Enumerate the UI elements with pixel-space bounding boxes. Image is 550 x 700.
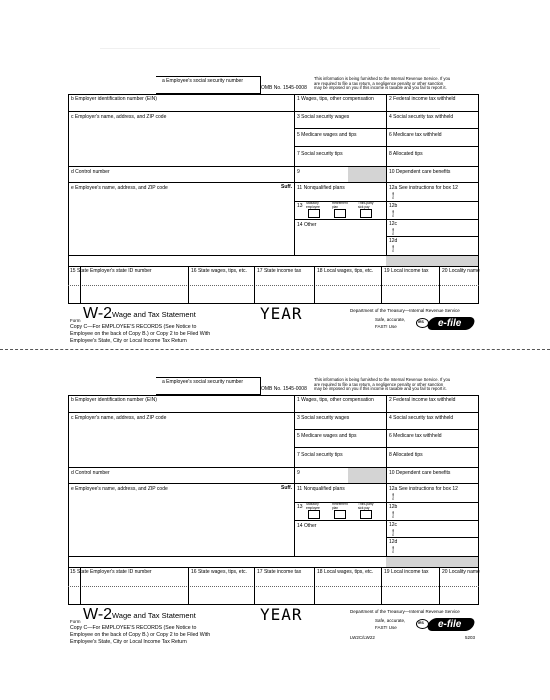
shaded-row-bottom	[386, 255, 478, 266]
w2-title: W-2	[83, 606, 113, 623]
box2-label: 2 Federal income tax withheld	[389, 96, 456, 102]
omb-number: OMB No. 1545-0008	[261, 85, 307, 91]
box9-label: 9	[297, 470, 300, 476]
box1-label: 1 Wages, tips, other compensation	[297, 96, 374, 102]
box12c-label: 12c	[389, 221, 398, 227]
box15-label: 15 State Employer's state ID number	[70, 569, 152, 575]
control-number-label: d Control number	[71, 470, 110, 476]
suffix-label: Suff.	[281, 184, 293, 190]
retirement-plan-checkbox[interactable]	[334, 510, 346, 519]
code-label-d: Code	[391, 245, 395, 252]
box19-label: 19 Local income tax	[384, 268, 429, 274]
box15-label: 15 State Employer's state ID number	[70, 268, 152, 274]
box16-label: 16 State wages, tips, etc.	[191, 569, 247, 575]
box7-label: 7 Social security tips	[297, 151, 343, 157]
irs-notice-2: are required to file a tax return, a negligence penalty or other sanction	[314, 381, 444, 387]
box18-label: 18 Local wages, tips, etc.	[317, 268, 374, 274]
ein-label: b Employer identification number (EIN)	[71, 397, 157, 403]
efile-logo-text: e-file	[438, 619, 462, 630]
box12a-label: 12a See instructions for box 12	[389, 185, 458, 191]
safe-accurate: Safe, accurate,	[375, 618, 406, 623]
box1-label: 1 Wages, tips, other compensation	[297, 397, 374, 403]
box5-label: 5 Medicare wages and tips	[297, 132, 357, 138]
irs-notice-1: This information is being furnished to the Internal Revenue Service. If you	[314, 377, 451, 382]
copy-c-line-3: Employee's State, City or Local Income Tax Return	[70, 338, 187, 344]
w2-title: W-2	[83, 305, 113, 322]
ssn-label: a Employee's social security number	[162, 379, 243, 385]
irs-notice-3: may be imposed on you if this income is taxable and you fail to report it.	[314, 386, 447, 391]
third-party-sick-pay-label: Third-party sick pay	[358, 201, 374, 209]
fast-use: FAST! Use	[375, 625, 397, 630]
statutory-employee-checkbox[interactable]	[308, 209, 320, 218]
code-label-d: Code	[391, 546, 395, 553]
suffix-label: Suff.	[281, 485, 293, 491]
safe-accurate: Safe, accurate,	[375, 317, 406, 322]
retirement-plan-checkbox[interactable]	[334, 209, 346, 218]
retirement-plan-label: Retirement plan	[332, 502, 348, 510]
form-code-right: 5203	[465, 635, 476, 640]
third-party-sick-pay-label: Third-party sick pay	[358, 502, 374, 510]
code-label-a: Code	[391, 192, 395, 199]
box3-label: 3 Social security wages	[297, 415, 350, 421]
box6-label: 6 Medicare tax withheld	[389, 132, 442, 138]
faint-header-line	[100, 48, 440, 49]
retirement-plan-label: Retirement plan	[332, 201, 348, 209]
omb-number: OMB No. 1545-0008	[261, 386, 307, 392]
statutory-employee-checkbox[interactable]	[308, 510, 320, 519]
copy-c-line-2: Employee on the back of Copy B.) or Copy 2 to be Filed With	[70, 632, 211, 638]
year: YEAR	[260, 605, 303, 624]
wage-tax-statement: Wage and Tax Statement	[112, 310, 196, 319]
box12b-label: 12b	[389, 203, 398, 209]
irs-notice-3: may be imposed on you if this income is taxable and you fail to report it.	[314, 85, 447, 90]
statutory-employee-label: Statutory employee	[306, 201, 320, 209]
year: YEAR	[260, 304, 303, 323]
treasury-dept: Department of the Treasury—Internal Revenue Service	[350, 308, 460, 313]
irs-efile-logo	[416, 317, 476, 330]
employer-name-label: c Employer's name, address, and ZIP code	[71, 415, 167, 421]
copy-c-line-3: Employee's State, City or Local Income Tax Return	[70, 639, 187, 645]
box16-label: 16 State wages, tips, etc.	[191, 268, 247, 274]
treasury-dept: Department of the Treasury—Internal Revenue Service	[350, 609, 460, 614]
box5-label: 5 Medicare wages and tips	[297, 433, 357, 439]
ein-label: b Employer identification number (EIN)	[71, 96, 157, 102]
box4-label: 4 Social security tax withheld	[389, 114, 454, 120]
box12a-label: 12a See instructions for box 12	[389, 486, 458, 492]
box11-label: 11 Nonqualified plans	[297, 185, 345, 191]
box19-label: 19 Local income tax	[384, 569, 429, 575]
form-label: Form	[70, 318, 81, 323]
box13-label: 13	[297, 203, 303, 209]
irs-efile-logo	[416, 618, 476, 631]
box20-label: 20 Locality name	[442, 569, 480, 575]
copy-c-line-1: Copy C—For EMPLOYEE'S RECORDS (See Notice to	[70, 324, 197, 330]
code-label-b: Code	[391, 210, 395, 217]
box8-label: 8 Allocated tips	[389, 151, 423, 157]
box17-label: 17 State income tax	[257, 268, 302, 274]
box10-label: 10 Dependent care benefits	[389, 470, 451, 476]
box7-label: 7 Social security tips	[297, 452, 343, 458]
employee-name-label: e Employee's name, address, and ZIP code	[71, 185, 168, 191]
copy-c-line-1: Copy C—For EMPLOYEE'S RECORDS (See Notice to	[70, 625, 197, 631]
shaded-row-bottom	[386, 556, 478, 567]
box14-label: 14 Other	[297, 523, 317, 529]
employer-name-label: c Employer's name, address, and ZIP code	[71, 114, 167, 120]
irs-notice-2: are required to file a tax return, a negligence penalty or other sanction	[314, 80, 444, 86]
form-code-left: LW2C/LW22	[350, 635, 375, 640]
control-number-label: d Control number	[71, 169, 110, 175]
irs-logo-text: IRS	[418, 320, 424, 324]
statutory-employee-label: Statutory employee	[306, 502, 320, 510]
box12b-label: 12b	[389, 504, 398, 510]
box20-label: 20 Locality name	[442, 268, 480, 274]
copy-c-line-2: Employee on the back of Copy B.) or Copy 2 to be Filed With	[70, 331, 211, 337]
box3-label: 3 Social security wages	[297, 114, 350, 120]
perforation-line	[0, 349, 550, 350]
irs-logo-text: IRS	[418, 621, 424, 625]
box14-label: 14 Other	[297, 222, 317, 228]
code-label-c: Code	[391, 228, 395, 235]
wage-tax-statement: Wage and Tax Statement	[112, 611, 196, 620]
ssn-label: a Employee's social security number	[162, 78, 243, 84]
box13-label: 13	[297, 504, 303, 510]
box10-label: 10 Dependent care benefits	[389, 169, 451, 175]
box11-label: 11 Nonqualified plans	[297, 486, 345, 492]
box9-label: 9	[297, 169, 300, 175]
form-label: Form	[70, 619, 81, 624]
shaded-box-9	[348, 468, 386, 483]
box4-label: 4 Social security tax withheld	[389, 415, 454, 421]
irs-notice-1: This information is being furnished to the Internal Revenue Service. If you	[314, 76, 451, 81]
code-label-b: Code	[391, 511, 395, 518]
efile-logo-text: e-file	[438, 318, 462, 329]
box12d-label: 12d	[389, 539, 398, 545]
box8-label: 8 Allocated tips	[389, 452, 423, 458]
third-party-sick-pay-checkbox[interactable]	[360, 510, 372, 519]
box2-label: 2 Federal income tax withheld	[389, 397, 456, 403]
fast-use: FAST! Use	[375, 324, 397, 329]
third-party-sick-pay-checkbox[interactable]	[360, 209, 372, 218]
code-label-a: Code	[391, 493, 395, 500]
box18-label: 18 Local wages, tips, etc.	[317, 569, 374, 575]
box12d-label: 12d	[389, 238, 398, 244]
code-label-c: Code	[391, 529, 395, 536]
box6-label: 6 Medicare tax withheld	[389, 433, 442, 439]
box17-label: 17 State income tax	[257, 569, 302, 575]
shaded-box-9	[348, 167, 386, 182]
employee-name-label: e Employee's name, address, and ZIP code	[71, 486, 168, 492]
box12c-label: 12c	[389, 522, 398, 528]
